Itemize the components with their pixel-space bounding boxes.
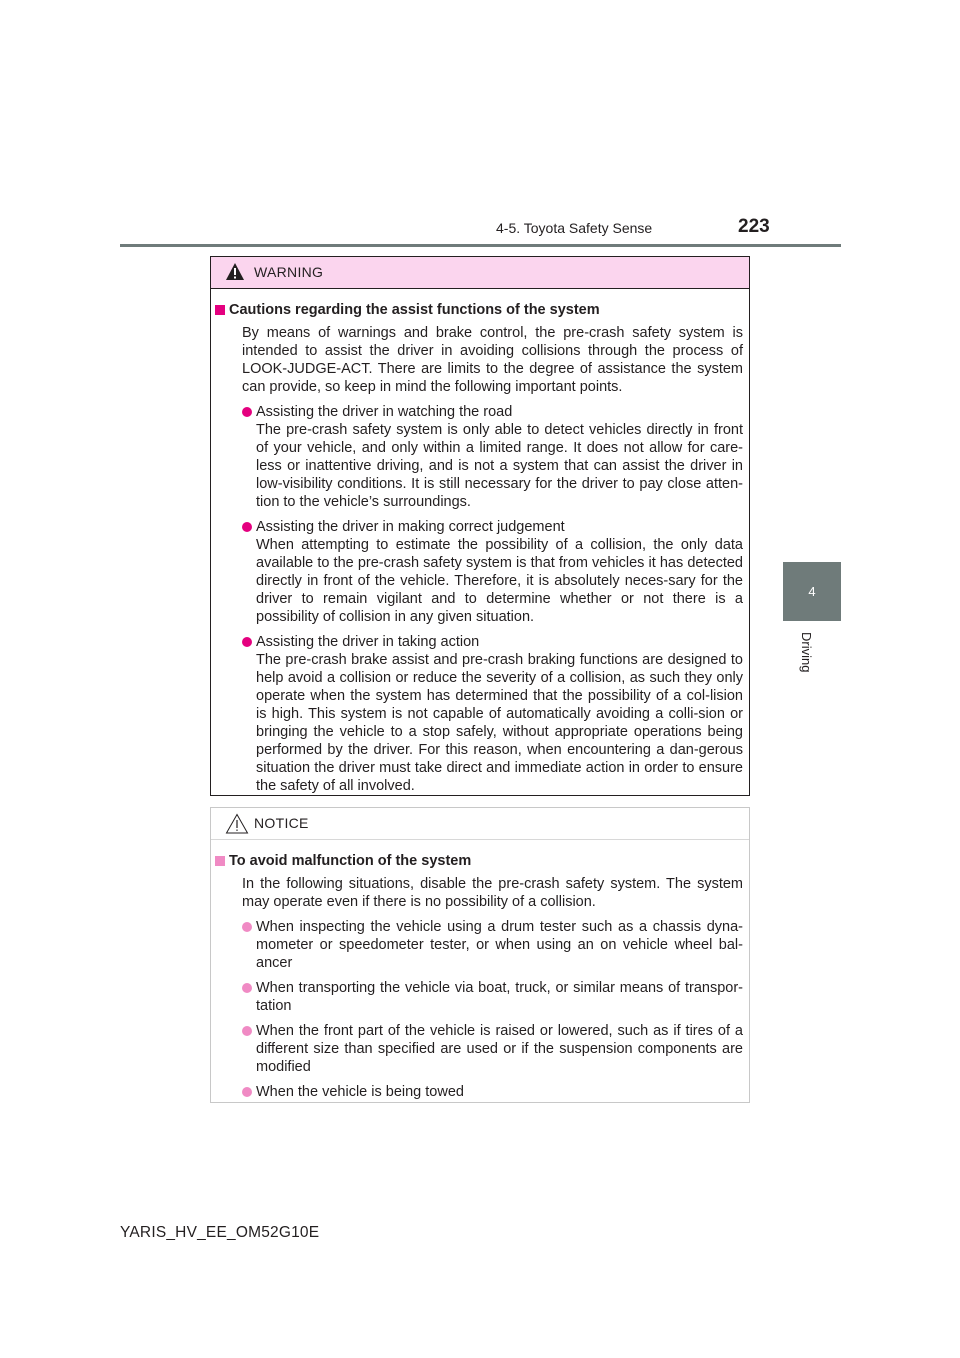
circle-bullet-icon — [242, 983, 252, 993]
notice-bullet: When transporting the vehicle via boat, truck, or similar means of transpor-tation — [242, 979, 743, 1015]
page-number: 223 — [738, 216, 770, 237]
bullet-heading: Assisting the driver in watching the road — [256, 404, 513, 420]
header-rule — [120, 244, 841, 247]
notice-intro: In the following situations, disable the pre-crash safety system. The system may operate even if there is no possibility of a collision. — [242, 876, 743, 910]
notice-section-title: To avoid malfunction of the system — [211, 853, 743, 869]
warning-section-title: Cautions regarding the assist functions of the system — [211, 302, 743, 318]
chapter-label: Driving — [799, 632, 814, 673]
bullet-text: The pre-crash safety system is only able to detect vehicles directly in front of your vehicle, and only within a limited range. It does not allow for care-less or inattentive driving, and is not a system that can assist the driver in low-visibility conditions. It is still necessary for the driver to pay close atten-tion to the vehicle’s surroundings. — [256, 422, 743, 510]
warning-label: WARNING — [254, 264, 324, 280]
notice-label: NOTICE — [254, 815, 309, 831]
warning-header — [211, 257, 749, 289]
warning-bullet — [242, 403, 743, 511]
bullet-text: The pre-crash brake assist and pre-crash braking functions are designed to help avoid a collision or reduce the severity of a collision, as such they only operate when the system has determined that the possibility of a col-lision is high. This system is not capable of automatically avoiding a colli-sion or bringing the vehicle to a stop safely, without appropriate operations being performed by the driver. For this reason, when encountering a dan-gerous situation the driver must take direct and immediate action in order to ensure the safety of all involved. — [256, 652, 743, 794]
section-title: 4-5. Toyota Safety Sense — [496, 220, 653, 236]
bullet-heading: Assisting the driver in taking action — [256, 634, 480, 650]
bullet-heading: Assisting the driver in making correct judgement — [256, 519, 565, 535]
circle-bullet-icon — [242, 922, 252, 932]
warning-intro: By means of warnings and brake control, the pre-crash safety system is intended to assist the driver in avoiding collisions through the process of LOOK-JUDGE-ACT. There are limits to the degree of assistance the system can provide, so keep in mind the following important points. — [242, 325, 743, 395]
circle-bullet-icon — [242, 522, 252, 532]
notice-box — [210, 807, 750, 1103]
square-bullet-icon — [215, 305, 225, 315]
chapter-tab: 4 — [783, 562, 841, 621]
warning-triangle-icon — [225, 262, 245, 284]
bullet-text: When attempting to estimate the possibility of a collision, the only data available to the pre-crash safety system is that from vehicles it has detected directly in front of the vehicle. Therefore, it is absolutely neces-sary for the driver to remain vigilant and to determine whether or not there is a possibility of collision in any given situation. — [256, 537, 743, 625]
circle-bullet-icon — [242, 1087, 252, 1097]
circle-bullet-icon — [242, 1026, 252, 1036]
notice-bullet: When inspecting the vehicle using a drum tester such as a chassis dyna-mometer or speedometer tester, or when using an on vehicle wheel bal-ancer — [242, 918, 743, 972]
notice-bullet: When the vehicle is being towed — [242, 1083, 743, 1101]
document-code: YARIS_HV_EE_OM52G10E — [120, 1224, 320, 1241]
warning-bullet — [242, 633, 743, 795]
warning-box — [210, 256, 750, 796]
warning-bullet — [242, 518, 743, 626]
circle-bullet-icon — [242, 407, 252, 417]
circle-bullet-icon — [242, 637, 252, 647]
square-bullet-icon — [215, 856, 225, 866]
notice-bullet: When the front part of the vehicle is raised or lowered, such as if tires of a different size than specified are used or if the suspension components are modified — [242, 1022, 743, 1076]
notice-header — [211, 808, 749, 840]
caution-triangle-icon — [225, 813, 249, 837]
